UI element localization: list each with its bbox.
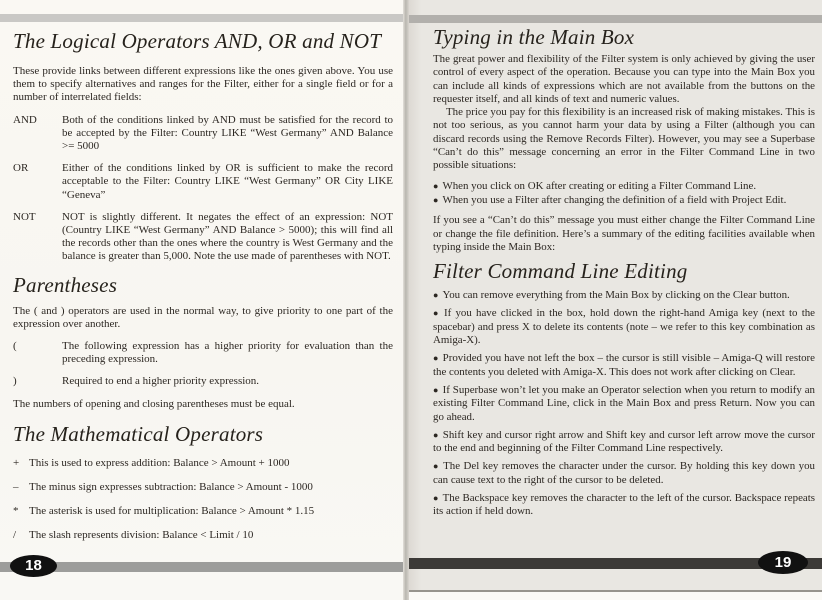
typing-paragraph-3: If you see a “Can’t do this” message you must either change the Filter Command Line or change the file definition. Here’s a summary of the editing facilities available when typing inside the Main Box: [433, 214, 815, 253]
operator-text: This is used to express addition: Balance > Amount + 1000 [29, 456, 290, 469]
bullet-text: Shift key and cursor right arrow and Shift key and cursor left arrow move the cursor to the end and beginning of the Filter Command Line respectively. [433, 428, 815, 455]
definition-term: ( [13, 340, 17, 353]
left-page [0, 0, 403, 600]
definition-text: The following expression has a higher priority for evaluation than the preceding expression. [62, 340, 393, 366]
operator-symbol: / [13, 529, 17, 542]
logical-intro-paragraph: These provide links between different expressions like the ones given above. You use them to specify alternatives and ranges for the Filter, either for a single field or for a number of interrelated fields: [13, 65, 393, 104]
bullet-icon: ● [433, 290, 439, 301]
bullet-text: If you have clicked in the box, hold down the right-hand Amiga key (next to the spacebar) and press X to delete its contents (note – we refer to this key combination as Amiga-X). [433, 307, 815, 347]
typing-paragraph-2: The price you pay for this flexibility is an increased risk of making mistakes. This is not too serious, as you cannot harm your data by using a Filter (although you can discard records using the Remove Records Filter). However, you may see a Superbase “Can’t do this” message concerning an error in the Filter Command Line in two possible situations: [433, 106, 815, 172]
operator-text: The minus sign expresses subtraction: Balance > Amount - 1000 [29, 481, 313, 494]
situation-bullet-list [433, 180, 815, 208]
operator-row-slash [13, 529, 393, 542]
section-heading-parentheses: Parentheses [13, 272, 118, 297]
definition-text: Required to end a higher priority expression. [62, 375, 260, 388]
right-page-top-band [409, 15, 822, 23]
right-page [409, 0, 822, 592]
bullet-text: The Backspace key removes the character to the left of the cursor. Backspace repeats its action if held down. [433, 492, 816, 518]
typing-paragraph-1: The great power and flexibility of the Filter system is only achieved by giving the user control of every aspect of the operation. Because you can type into the Main Box you can include all kinds of expressions which are not available from the buttons on the requester itself, and all kinds of text and numeric values. [433, 53, 815, 105]
left-page-content [13, 30, 393, 554]
right-page-content [433, 26, 815, 524]
bullet-item [433, 429, 815, 456]
definition-row-open-paren [13, 340, 393, 366]
definition-row-not [13, 211, 393, 264]
operator-text: The asterisk is used for multiplication: Balance > Amount * 1.15 [29, 505, 315, 518]
definition-term: OR [13, 162, 29, 175]
bullet-item [433, 352, 815, 379]
section-heading-filter-command-line-editing: Filter Command Line Editing [433, 259, 688, 284]
definition-row-or [13, 162, 393, 202]
bullet-text: You can remove everything from the Main Box by clicking on the Clear button. [442, 289, 790, 302]
definition-term: AND [13, 113, 37, 126]
left-page-top-band [0, 14, 403, 22]
parentheses-intro-paragraph: The ( and ) operators are used in the normal way, to give priority to one part of the expression over another. [13, 304, 393, 330]
operator-row-minus [13, 481, 393, 494]
bullet-item [433, 384, 815, 424]
section-heading-typing-main-box: Typing in the Main Box [433, 25, 635, 49]
bullet-text: Provided you have not left the box – the cursor is still visible – Amiga-Q will restore the contents you deleted with Amiga-X. This does not work after clicking on Clear. [433, 352, 816, 378]
definition-text: Either of the conditions linked by OR is sufficient to make the record acceptable to the Filter: Country LIKE “West Germany” OR City LIKE “Geneva” [62, 162, 393, 201]
bullet-icon: ● [433, 493, 439, 504]
operator-symbol: – [13, 481, 19, 494]
bullet-text: When you click on OK after creating or editing a Filter Command Line. [442, 179, 757, 192]
bullet-icon: ● [433, 180, 439, 191]
operator-text: The slash represents division: Balance < Limit / 10 [29, 529, 254, 542]
page-number-badge-18: 18 [10, 555, 57, 577]
operator-symbol: * [13, 505, 19, 518]
definition-term: ) [13, 375, 17, 388]
definition-row-close-paren [13, 375, 393, 388]
bullet-item [433, 307, 815, 347]
section-heading-logical-operators: The Logical Operators AND, OR and NOT [13, 29, 382, 53]
bullet-item [433, 194, 815, 207]
bullet-item [433, 289, 815, 302]
operator-symbol: + [13, 456, 20, 469]
bullet-icon: ● [433, 194, 439, 205]
section-heading-mathematical-operators: The Mathematical Operators [13, 421, 264, 446]
bullet-icon: ● [433, 353, 439, 364]
page-number-badge-19: 19 [758, 551, 808, 574]
left-page-footer-bar [0, 562, 403, 572]
bullet-icon: ● [433, 461, 440, 472]
bullet-icon: ● [433, 308, 440, 319]
definition-term: NOT [13, 210, 36, 223]
bullet-icon: ● [433, 429, 439, 440]
bullet-item [433, 180, 815, 193]
bullet-icon: ● [433, 384, 439, 395]
definition-row-and [13, 114, 393, 154]
bullet-text: If Superbase won’t let you make an Operator selection when you return to modify an existing Filter Command Line, click in the Main Box and press Return. Now you can go ahead. [433, 383, 815, 423]
bullet-item [433, 492, 815, 519]
bullet-item [433, 460, 815, 487]
definition-text: Both of the conditions linked by AND must be satisfied for the record to be accepted by the Filter: Country LIKE “West Germany” AND Balance >= 5000 [62, 113, 393, 153]
operator-row-asterisk [13, 505, 393, 518]
parentheses-note: The numbers of opening and closing parentheses must be equal. [13, 397, 295, 410]
definition-text: NOT is slightly different. It negates the effect of an expression: NOT (Country LIKE “West Germany” AND Balance > 5000); this will find all the records other than the ones where the country is West Germany and the balance is greater than 5,000. Note the use made of parentheses with NOT. [62, 210, 393, 263]
editing-bullet-list [433, 289, 815, 518]
bullet-text: The Del key removes the character under the cursor. By holding this key down you can cause text to the right of the cursor to be deleted. [433, 460, 815, 486]
bullet-text: When you use a Filter after changing the definition of a field with Project Edit. [442, 193, 787, 206]
operator-row-plus [13, 457, 393, 470]
